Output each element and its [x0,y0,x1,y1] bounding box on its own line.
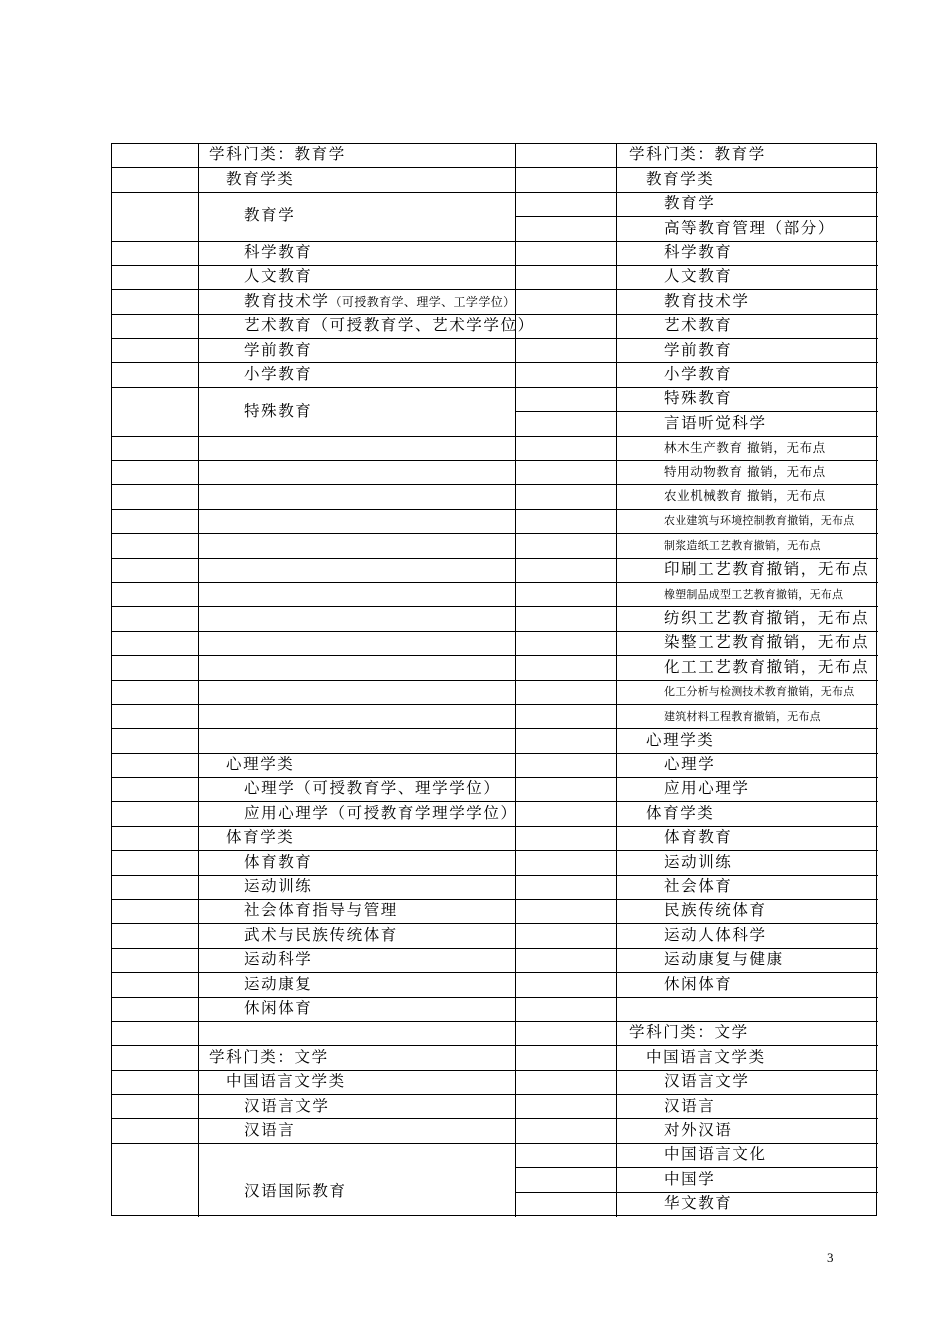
old-catalog-entry [646,806,714,822]
new-catalog-entry [244,343,312,359]
new-catalog-entry [244,294,516,310]
table-row-divider [112,533,878,534]
new-catalog-entry [226,1074,346,1090]
table-row-divider [112,387,878,388]
new-catalog-entry [244,855,312,871]
entry-text: 运动康复与健康 [664,950,784,968]
entry-text: 教育学 [244,206,296,224]
page-number: 3 [827,1250,834,1265]
new-catalog-entry [244,367,312,383]
table-row-divider [112,875,878,876]
table-row-divider [112,1143,878,1144]
entry-text: 运动训练 [244,877,313,895]
table-column-divider [198,144,199,1217]
entry-text: 建筑材料工程教育撤销，无布点 [664,710,821,723]
table-row-divider [112,265,878,266]
entry-text: 制浆造纸工艺教育撤销，无布点 [664,539,821,552]
new-catalog-entry [226,757,294,773]
old-catalog-entry [664,318,732,334]
table-row-divider [112,777,878,778]
table-row-divider [112,460,878,461]
old-catalog-entry [629,1025,749,1041]
table-column-divider [616,144,617,1217]
entry-text: 印刷工艺教育撤销，无布点 [664,560,870,578]
old-catalog-entry [664,1147,767,1163]
old-catalog-entry [664,952,784,968]
entry-text: 休闲体育 [664,975,733,993]
table-row-divider [112,850,878,851]
new-catalog-entry [226,830,294,846]
entry-text: 汉语言 [664,1097,716,1115]
entry-text: 特殊教育 [664,389,733,407]
entry-text: 民族传统体育 [664,901,767,919]
entry-text: 高等教育管理（部分） [664,219,836,237]
new-catalog-entry [244,318,535,334]
table-row-divider [112,631,878,632]
entry-text: 运动科学 [244,950,313,968]
old-catalog-entry [664,540,821,551]
old-catalog-entry [664,416,767,432]
entry-text: 农业建筑与环境控制教育撤销，无布点 [664,514,855,527]
entry-text: 应用心理学 [664,779,750,797]
table-row-divider [112,753,878,754]
table-row-divider [112,1021,878,1022]
entry-text: 学前教育 [664,341,733,359]
entry-text: 汉语言 [244,1121,296,1139]
new-catalog-entry [244,245,312,261]
old-catalog-entry [664,1123,732,1139]
table-row-divider [112,241,878,242]
table-row-divider [112,558,878,559]
old-catalog-entry [664,903,767,919]
table-row-divider [112,1045,878,1046]
table-row-divider [112,972,878,973]
old-catalog-entry [664,879,732,895]
entry-text: 教育学类 [226,170,295,188]
old-catalog-entry [664,1074,750,1090]
table-row-divider [516,1192,878,1193]
entry-text: 体育学类 [226,828,295,846]
entry-text: 学科门类：教育学 [209,145,346,163]
old-catalog-entry [664,635,869,651]
old-catalog-entry [664,830,732,846]
entry-text: 学科门类：文学 [209,1048,329,1066]
table-row-divider [112,899,878,900]
entry-text: 汉语言文学 [244,1097,330,1115]
entry-text: 运动训练 [664,853,733,871]
old-catalog-entry [664,562,869,578]
new-catalog-entry [244,903,398,919]
entry-text: 纺织工艺教育撤销，无布点 [664,609,870,627]
entry-text: 心理学 [664,755,716,773]
table-row-divider [112,1094,878,1095]
new-catalog-entry [209,1050,329,1066]
entry-text: 科学教育 [244,243,313,261]
old-catalog-entry [664,442,826,455]
old-catalog-entry [664,660,869,676]
entry-text: 心理学（可授教育学、理学学位） [244,779,501,797]
table-row-divider [112,314,878,315]
entry-text: 体育学类 [646,804,715,822]
table-row-divider [112,728,878,729]
entry-text: 科学教育 [664,243,733,261]
entry-text: 教育学 [664,194,716,212]
table-row-divider [516,1167,878,1168]
major-comparison-table [111,143,877,1216]
old-catalog-entry [629,147,766,163]
entry-text: 汉语言文学 [664,1072,750,1090]
old-catalog-entry [664,855,732,871]
new-catalog-entry [244,1184,347,1200]
new-catalog-entry [244,1001,312,1017]
old-catalog-entry [664,757,715,773]
new-catalog-entry [209,147,346,163]
table-row-divider [516,216,878,217]
old-catalog-entry [664,490,826,503]
entry-text: 体育教育 [244,853,313,871]
table-row-divider [112,997,878,998]
entry-text: 中国学 [664,1170,716,1188]
new-catalog-entry [244,1099,330,1115]
table-row-divider [112,801,878,802]
entry-text: 华文教育 [664,1194,733,1212]
new-catalog-entry [244,928,398,944]
old-catalog-entry [664,221,835,237]
old-catalog-entry [664,343,732,359]
entry-text: 教育技术学 [664,292,750,310]
old-catalog-entry [664,269,732,285]
table-row-divider [112,680,878,681]
entry-text: 小学教育 [244,365,313,383]
entry-text: 心理学类 [646,731,715,749]
entry-text: 中国语言文学类 [646,1048,766,1066]
old-catalog-entry [664,928,767,944]
entry-text: 汉语国际教育 [244,1182,347,1200]
new-catalog-entry [244,806,518,822]
entry-text: 人文教育 [664,267,733,285]
table-row-divider [112,289,878,290]
table-row-divider [112,704,878,705]
new-catalog-entry [244,952,312,968]
old-catalog-entry [646,733,714,749]
entry-text: 教育技术学 [244,292,330,310]
table-row-divider [516,411,878,412]
old-catalog-entry [664,589,843,600]
entry-text: 对外汉语 [664,1121,733,1139]
entry-text: 教育学类 [646,170,715,188]
table-row-divider [112,192,878,193]
table-row-divider [112,1118,878,1119]
entry-text: 体育教育 [664,828,733,846]
entry-text: 运动康复 [244,975,313,993]
old-catalog-entry [664,245,732,261]
entry-text: 染整工艺教育撤销，无布点 [664,633,870,651]
new-catalog-entry [244,269,312,285]
old-catalog-entry [664,1099,715,1115]
old-catalog-entry [664,196,715,212]
entry-degree-note: （可授教育学、理学、工学学位） [329,295,516,309]
old-catalog-entry [664,391,732,407]
entry-text: 橡塑制品成型工艺教育撤销，无布点 [664,588,844,601]
table-row-divider [112,923,878,924]
entry-text: 武术与民族传统体育 [244,926,398,944]
entry-text: 中国语言文化 [664,1145,767,1163]
old-catalog-entry [646,1050,766,1066]
new-catalog-entry [244,1123,295,1139]
entry-text: 应用心理学（可授教育学理学学位） [244,804,518,822]
table-row-divider [112,655,878,656]
table-row-divider [112,338,878,339]
new-catalog-entry [244,879,312,895]
entry-text: 言语听觉科学 [664,414,767,432]
old-catalog-entry [664,686,854,697]
old-catalog-entry [664,781,750,797]
old-catalog-entry [664,977,732,993]
table-row-divider [112,606,878,607]
entry-text: 艺术教育 [664,316,733,334]
table-row-divider [112,362,878,363]
entry-text: 心理学类 [226,755,295,773]
new-catalog-entry [244,404,312,420]
old-catalog-entry [664,294,750,310]
table-row-divider [112,167,878,168]
entry-text: 学前教育 [244,341,313,359]
new-catalog-entry [244,781,501,797]
entry-text: 社会体育指导与管理 [244,901,398,919]
table-row-divider [112,509,878,510]
old-catalog-entry [664,466,826,479]
old-catalog-entry [664,515,854,526]
entry-text: 农业机械教育 撤销，无布点 [664,488,826,503]
entry-text: 中国语言文学类 [226,1072,346,1090]
entry-text: 化工分析与检测技术教育撤销，无布点 [664,685,855,698]
new-catalog-entry [226,172,294,188]
entry-text: 社会体育 [664,877,733,895]
entry-text: 学科门类：文学 [629,1023,749,1041]
new-catalog-entry [244,977,312,993]
entry-text: 特殊教育 [244,402,313,420]
table-row-divider [112,436,878,437]
old-catalog-entry [664,711,821,722]
table-row-divider [112,582,878,583]
table-row-divider [112,484,878,485]
entry-text: 特用动物教育 撤销，无布点 [664,464,826,479]
old-catalog-entry [664,1172,715,1188]
entry-text: 休闲体育 [244,999,313,1017]
entry-text: 运动人体科学 [664,926,767,944]
table-row-divider [112,1070,878,1071]
entry-text: 化工工艺教育撤销，无布点 [664,658,870,676]
entry-text: 学科门类：教育学 [629,145,766,163]
entry-text: 小学教育 [664,365,733,383]
new-catalog-entry [244,208,295,224]
old-catalog-entry [646,172,714,188]
entry-text: 人文教育 [244,267,313,285]
table-row-divider [112,948,878,949]
old-catalog-entry [664,367,732,383]
entry-text: 艺术教育（可授教育学、艺术学学位） [244,316,535,334]
entry-text: 林木生产教育 撤销，无布点 [664,440,826,455]
old-catalog-entry [664,611,869,627]
table-row-divider [112,826,878,827]
old-catalog-entry [664,1196,732,1212]
